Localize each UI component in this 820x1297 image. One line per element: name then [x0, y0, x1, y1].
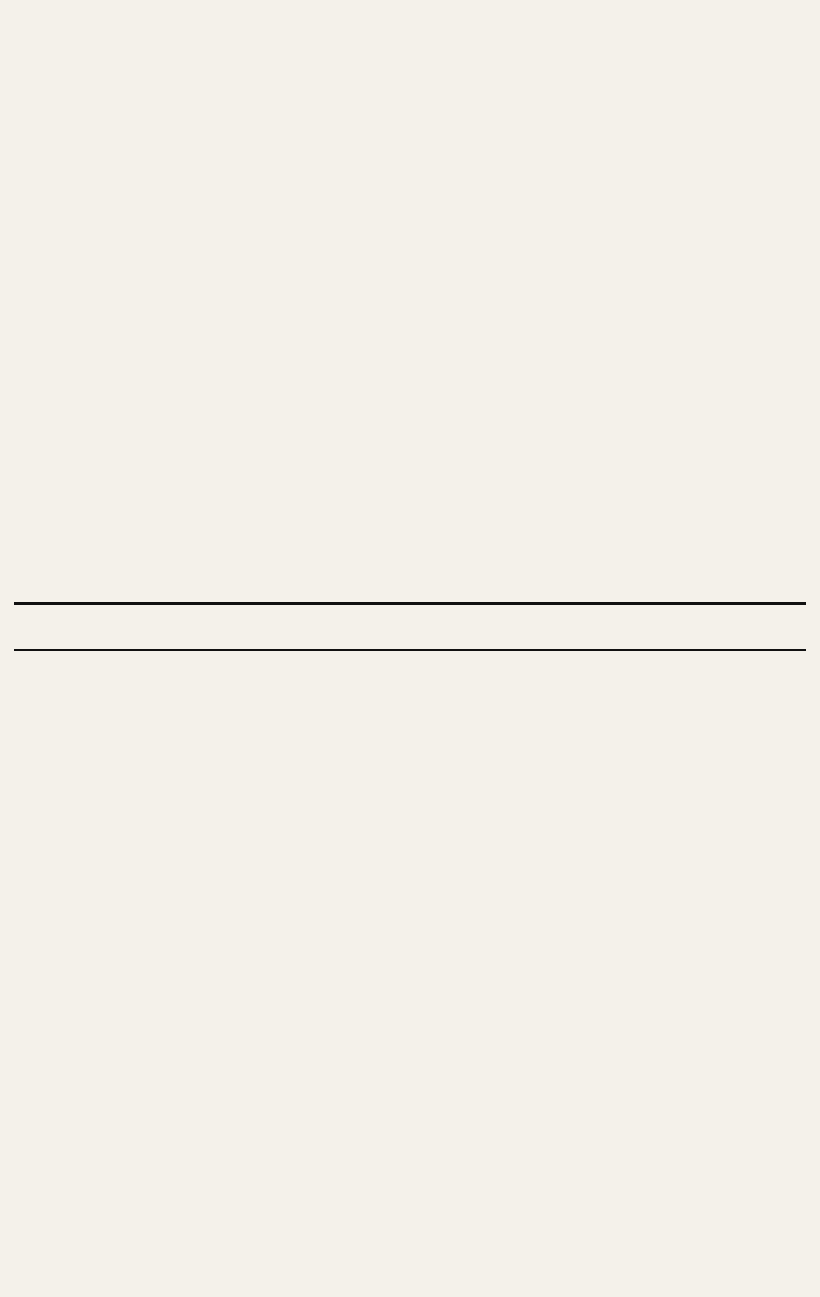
help-wanted-section: [14, 24, 806, 598]
guide-deadline: [14, 605, 806, 614]
service-guide-section: [14, 650, 806, 1290]
masthead: [14, 8, 806, 24]
home-service-guide-banner: [14, 602, 806, 651]
